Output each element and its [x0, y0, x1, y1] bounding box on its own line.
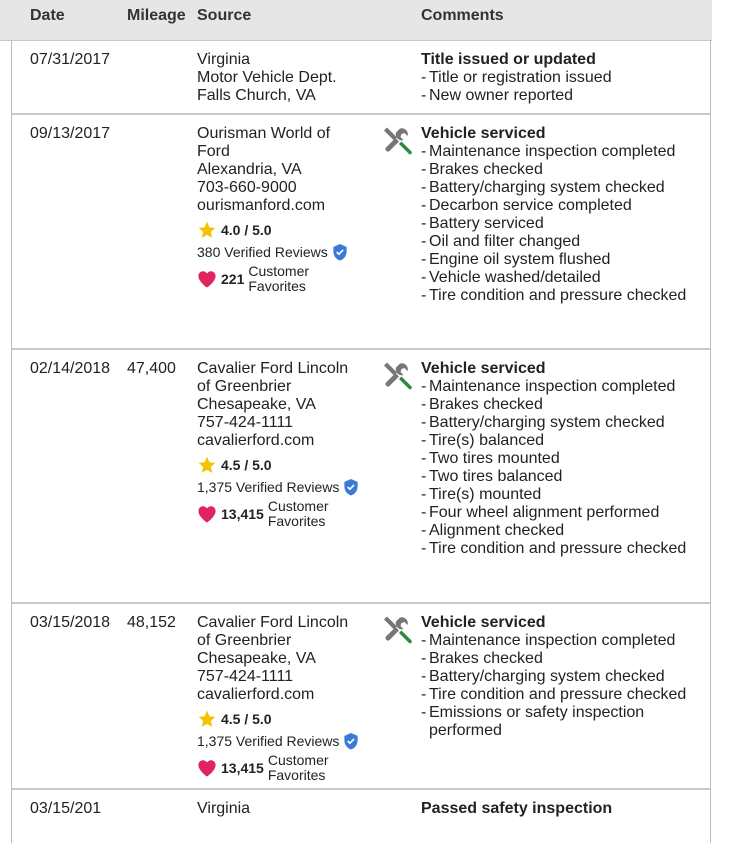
- favorites-label-line: Favorites: [267, 767, 326, 783]
- comment-item: - Maintenance inspection completed: [421, 378, 706, 396]
- table-row: [12, 115, 710, 350]
- table-header: [0, 0, 712, 41]
- heart-icon: [197, 270, 217, 288]
- header-source: Source: [197, 7, 252, 24]
- comment-item: - Brakes checked: [421, 650, 706, 668]
- favorites-count: 221: [221, 271, 245, 287]
- dealer-rating: [197, 455, 377, 475]
- row-mileage: 47,400: [127, 360, 176, 377]
- favorites-count: 13,415: [221, 506, 264, 522]
- source-line: Virginia: [197, 800, 251, 817]
- comment-title: Vehicle serviced: [421, 125, 546, 142]
- source-line: Virginia: [197, 51, 251, 68]
- row-comments: [421, 800, 706, 818]
- row-comments: [421, 614, 706, 740]
- row-source: [197, 125, 377, 295]
- comment-item: - Two tires mounted: [421, 450, 706, 468]
- verified-shield-icon: [343, 479, 359, 496]
- comment-title: Title issued or updated: [421, 51, 596, 68]
- comment-item: - Battery serviced: [421, 215, 706, 233]
- heart-icon: [197, 505, 217, 523]
- comment-item: - Engine oil system flushed: [421, 251, 706, 269]
- source-line: Falls Church, VA: [197, 87, 316, 104]
- row-date: 07/31/2017: [30, 51, 111, 68]
- comment-item: - Brakes checked: [421, 396, 706, 414]
- dealer-rating: [197, 220, 377, 240]
- comment-item: - Tire condition and pressure checked: [421, 686, 706, 704]
- row-comments: [421, 51, 706, 105]
- source-line: 757-424-1111: [197, 414, 294, 431]
- source-line: of Greenbrier: [197, 378, 292, 395]
- comment-list: [421, 632, 706, 740]
- comment-item: - Tire(s) mounted: [421, 486, 706, 504]
- verified-reviews[interactable]: [197, 242, 377, 262]
- favorites-label-line: Customer: [248, 263, 310, 279]
- comment-item: - Title or registration issued: [421, 69, 706, 87]
- favorites-label: [248, 264, 309, 294]
- customer-favorites: [197, 498, 377, 530]
- row-source: [197, 614, 377, 784]
- source-line: of Greenbrier: [197, 632, 292, 649]
- comment-title: Vehicle serviced: [421, 614, 546, 631]
- comment-list: [421, 69, 706, 105]
- source-line: Motor Vehicle Dept.: [197, 69, 337, 86]
- source-line: Cavalier Ford Lincoln: [197, 360, 349, 377]
- verified-shield-icon: [332, 244, 348, 261]
- customer-favorites: [197, 752, 377, 784]
- row-date: 09/13/2017: [30, 125, 111, 142]
- comment-list: [421, 143, 706, 305]
- favorites-count: 13,415: [221, 760, 264, 776]
- comment-title: Vehicle serviced: [421, 360, 546, 377]
- comment-item: - Emissions or safety inspection performed: [421, 704, 706, 740]
- comment-item: - Maintenance inspection completed: [421, 143, 706, 161]
- rating-value: 4.5 / 5.0: [221, 457, 272, 473]
- comment-item: - Brakes checked: [421, 161, 706, 179]
- comment-item: - Oil and filter changed: [421, 233, 706, 251]
- row-mileage: 48,152: [127, 614, 176, 631]
- reviews-text: 1,375 Verified Reviews: [197, 733, 340, 749]
- heart-icon: [197, 759, 217, 777]
- comment-list: [421, 378, 706, 558]
- comment-item: - Tire condition and pressure checked: [421, 287, 706, 305]
- row-comments: [421, 125, 706, 305]
- row-date: 02/14/2018: [30, 360, 111, 377]
- reviews-text: 1,375 Verified Reviews: [197, 479, 340, 495]
- header-mileage: Mileage: [127, 7, 186, 24]
- favorites-label-line: Customer: [267, 498, 329, 514]
- wrench-screwdriver-icon: [381, 360, 413, 392]
- source-line: Alexandria, VA: [197, 161, 302, 178]
- dealer-website-link[interactable]: ourismanford.com: [197, 197, 326, 214]
- wrench-screwdriver-icon: [381, 614, 413, 646]
- comment-item: - Battery/charging system checked: [421, 179, 706, 197]
- table-row: [12, 604, 710, 790]
- verified-reviews[interactable]: [197, 477, 377, 497]
- comment-item: - New owner reported: [421, 87, 706, 105]
- comment-item: - Maintenance inspection completed: [421, 632, 706, 650]
- star-icon: [197, 455, 217, 475]
- comment-item: - Tire(s) balanced: [421, 432, 706, 450]
- favorites-label-line: Favorites: [267, 513, 326, 529]
- header-date: Date: [30, 7, 65, 24]
- row-source: [197, 800, 377, 818]
- source-line: Chesapeake, VA: [197, 650, 316, 667]
- star-icon: [197, 709, 217, 729]
- row-date: 03/15/201: [30, 800, 102, 817]
- source-line: 757-424-1111: [197, 668, 294, 685]
- row-comments: [421, 360, 706, 558]
- comment-item: - Two tires balanced: [421, 468, 706, 486]
- row-source: [197, 51, 377, 105]
- verified-reviews[interactable]: [197, 731, 377, 751]
- source-line: Cavalier Ford Lincoln: [197, 614, 349, 631]
- rating-value: 4.0 / 5.0: [221, 222, 272, 238]
- wrench-screwdriver-icon: [381, 125, 413, 157]
- comment-item: - Alignment checked: [421, 522, 706, 540]
- rating-value: 4.5 / 5.0: [221, 711, 272, 727]
- favorites-label-line: Favorites: [248, 278, 306, 294]
- table-row: [12, 790, 710, 843]
- comment-item: - Battery/charging system checked: [421, 414, 706, 432]
- favorites-label: [268, 753, 329, 783]
- comment-item: - Four wheel alignment performed: [421, 504, 706, 522]
- comment-title: Passed safety inspection: [421, 800, 613, 817]
- dealer-website-link[interactable]: cavalierford.com: [197, 432, 315, 449]
- verified-shield-icon: [343, 733, 359, 750]
- favorites-label: [268, 499, 329, 529]
- comment-item: - Decarbon service completed: [421, 197, 706, 215]
- comment-item: - Tire condition and pressure checked: [421, 540, 706, 558]
- row-source: [197, 360, 377, 530]
- star-icon: [197, 220, 217, 240]
- header-comments: Comments: [421, 7, 504, 24]
- table-row: [12, 41, 710, 115]
- table-row: [12, 350, 710, 604]
- favorites-label-line: Customer: [267, 752, 329, 768]
- source-line: Ford: [197, 143, 230, 160]
- comment-item: - Battery/charging system checked: [421, 668, 706, 686]
- dealer-website-link[interactable]: cavalierford.com: [197, 686, 315, 703]
- source-line: 703-660-9000: [197, 179, 297, 196]
- dealer-rating: [197, 709, 377, 729]
- row-date: 03/15/2018: [30, 614, 111, 631]
- reviews-text: 380 Verified Reviews: [197, 244, 328, 260]
- comment-item: - Vehicle washed/detailed: [421, 269, 706, 287]
- source-line: Chesapeake, VA: [197, 396, 316, 413]
- source-line: Ourisman World of: [197, 125, 331, 142]
- customer-favorites: [197, 263, 377, 295]
